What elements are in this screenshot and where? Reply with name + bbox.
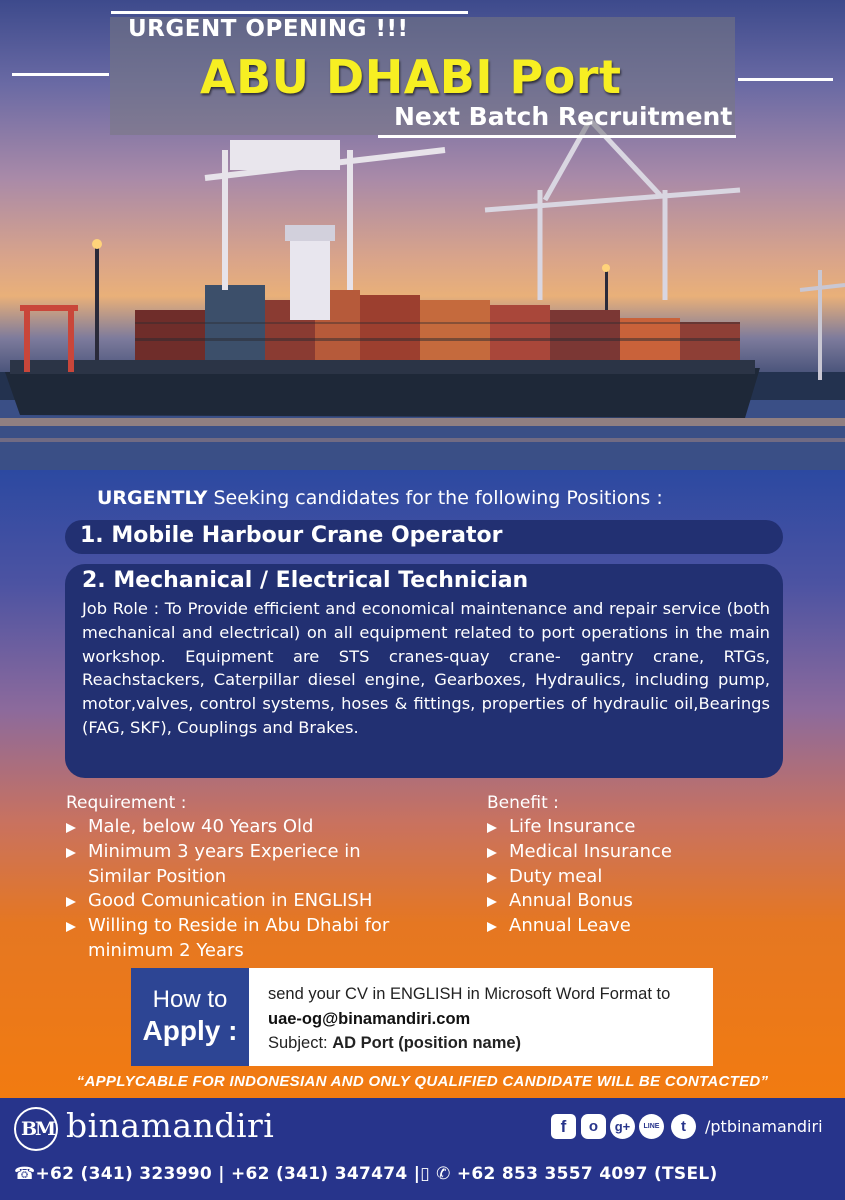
benefit-text: Duty meal	[509, 865, 603, 887]
bullet-arrow-icon	[66, 823, 76, 833]
apply-email-link[interactable]: uae-og@binamandiri.com	[268, 1010, 471, 1028]
requirement-text: Willing to Reside in Abu Dhabi for minimum 2 Years	[88, 915, 390, 961]
requirement-text: Minimum 3 years Experiece in Similar Position	[88, 840, 361, 887]
page-title: ABU DHABI Port	[200, 50, 622, 104]
requirement-text: Male, below 40 Years Old	[88, 816, 314, 837]
page-subtitle: Next Batch Recruitment	[394, 102, 733, 131]
apply-label: Apply :	[142, 1015, 238, 1046]
list-item	[66, 840, 378, 890]
urgent-opening-label: URGENT OPENING !!!	[128, 16, 409, 42]
header-line-left	[12, 73, 109, 76]
benefit-text: Life Insurance	[509, 816, 636, 837]
twitter-icon[interactable]: t	[671, 1114, 696, 1139]
requirement-title: Requirement :	[66, 793, 187, 813]
apply-instruction: send your CV in ENGLISH in Microsoft Word Format to	[268, 985, 671, 1003]
apply-subject	[268, 1034, 521, 1053]
header-line-right	[738, 78, 833, 81]
seeking-intro	[97, 487, 663, 509]
position-2-title: 2. Mechanical / Electrical Technician	[82, 568, 529, 593]
social-handle[interactable]: /ptbinamandiri	[705, 1117, 823, 1136]
list-item	[487, 865, 787, 890]
apply-subject-value: AD Port (position name)	[332, 1034, 522, 1052]
seeking-lead: URGENTLY	[97, 487, 208, 509]
bullet-arrow-icon	[487, 873, 497, 883]
benefit-text: Annual Bonus	[509, 890, 633, 912]
facebook-icon[interactable]: f	[551, 1114, 576, 1139]
line-icon[interactable]: LINE	[639, 1114, 664, 1139]
apply-how-label: How to	[152, 986, 228, 1013]
bullet-arrow-icon	[487, 848, 497, 858]
apply-subject-label: Subject:	[268, 1034, 333, 1052]
requirement-list	[66, 815, 446, 964]
bullet-arrow-icon	[66, 897, 76, 907]
list-item	[487, 889, 787, 914]
benefit-text: Medical Insurance	[509, 840, 672, 862]
benefit-title: Benefit :	[487, 793, 559, 813]
list-item	[66, 889, 446, 914]
instagram-icon[interactable]: o	[581, 1114, 606, 1139]
bullet-arrow-icon	[487, 897, 497, 907]
bullet-arrow-icon	[66, 848, 76, 858]
benefit-text: Annual Leave	[509, 915, 631, 937]
google-plus-icon[interactable]: g+	[610, 1114, 635, 1139]
benefit-list	[487, 815, 787, 939]
header-line-bottom	[378, 135, 736, 138]
requirement-text: Good Comunication in ENGLISH	[88, 890, 373, 912]
seeking-rest: Seeking candidates for the following Positions :	[207, 487, 663, 509]
header-line-top	[111, 11, 468, 14]
position-2-description: Job Role : To Provide efficient and economical maintenance and repair service (both mechanical and electrical) on all equipment related to port operations in the main workshop. Equipment are STS cranes-quay crane- gantry crane, RTGs, Reachstackers, Caterpillar diesel engine, Gearboxes, Hydraulics, including pump, motor,valves, control systems, hoses & fittings, properties of hydraulic oil,Bearings (FAG, SKF), Couplings and Brakes.	[82, 599, 770, 737]
list-item	[487, 914, 787, 939]
list-item	[487, 840, 787, 865]
disclaimer: “APPLYCABLE FOR INDONESIAN AND ONLY QUALIFIED CANDIDATE WILL BE CONTACTED”	[76, 1073, 769, 1090]
list-item	[66, 914, 398, 964]
list-item	[66, 815, 446, 840]
position-1-title: 1. Mobile Harbour Crane Operator	[80, 523, 503, 548]
brand-name: binamandiri	[66, 1106, 275, 1145]
bullet-arrow-icon	[487, 823, 497, 833]
bullet-arrow-icon	[66, 922, 76, 932]
list-item	[487, 815, 787, 840]
contact-numbers: ☎+62 (341) 323990 | +62 (341) 347474 |▯ ✆ +62 853 3557 4097 (TSEL)	[14, 1164, 718, 1184]
bullet-arrow-icon	[487, 922, 497, 932]
binamandiri-logo-icon	[14, 1107, 58, 1151]
logo-mark-text: BM	[21, 1118, 55, 1140]
